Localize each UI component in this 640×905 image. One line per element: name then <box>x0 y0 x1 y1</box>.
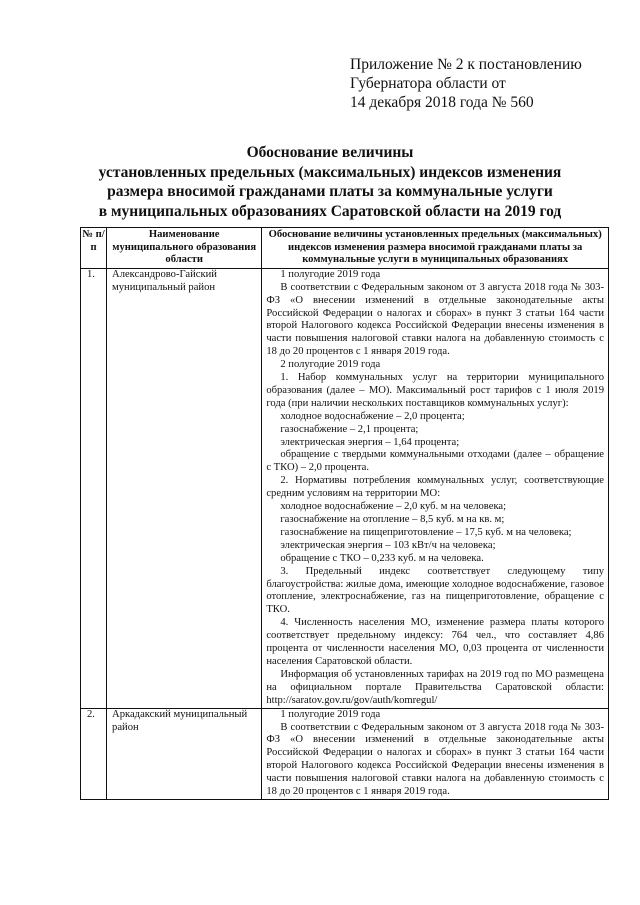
header-basis: Обоснование величины установленных предельных (максимальных) индексов изменения размера вносимой гражданами платы за коммунальные услуги в муниципальных образованиях <box>262 228 609 269</box>
paragraph: обращение с твердыми коммунальными отходами (далее – обращение с ТКО) – 2,0 процента. <box>266 449 604 474</box>
paragraph: 2 полугодие 2019 года <box>280 359 381 371</box>
paragraph: В соответствии с Федеральным законом от 3 августа 2018 года № 303-ФЗ «О внесении изменений в отдельные законодательные акты Российской Федерации о налогах и сборах» в пункт 3 статьи 164 части второй Налогового кодекса Российской Федерации внесены изменения в части повышения налоговой ставки налога на добавленную стоимость с 18 до 20 процентов с 1 января 2019 года. <box>266 281 604 358</box>
indexes-table <box>80 227 609 800</box>
paragraph: 1 полугодие 2019 года <box>280 268 381 280</box>
annex-line: Губернатора области от <box>350 75 506 92</box>
paragraph: 3. Предельный индекс соответствует следующему типу благоустройства: жилые дома, имеющие холодное водоснабжение, газовое отопление, электроснабжение, газ на пищеприготовление, обращение с ТКО. <box>266 565 604 616</box>
paragraph: электрическая энергия – 1,64 процента; <box>280 436 460 448</box>
row-municipality: Аркадакский муниципальный район <box>107 708 262 799</box>
row-basis <box>262 268 609 708</box>
header-num: № п/п <box>81 228 107 269</box>
paragraph: электрическая энергия – 103 кВт/ч на человека; <box>280 539 496 551</box>
annex-header <box>350 55 582 112</box>
title-line: Обоснование величины <box>246 144 414 161</box>
title-line: в муниципальных образованиях Саратовской области на 2019 год <box>98 202 562 220</box>
title-line: размера вносимой гражданами платы за коммунальные услуги <box>107 183 553 200</box>
table-row <box>81 708 609 799</box>
paragraph: Информация об установленных тарифах на 2019 год по МО размещена на официальном портале Правительства Саратовской области: http://saratov.gov.ru/gov/auth/komregul/ <box>266 668 604 706</box>
title-line: установленных предельных (максимальных) индексов изменения <box>98 163 562 181</box>
paragraph: 1. Набор коммунальных услуг на территории муниципального образования (далее – МО). Максимальный рост тарифов с 1 июля 2019 года (при наличии нескольких поставщиков коммунальных услуг): <box>266 372 604 409</box>
paragraph: 4. Численность населения МО, изменение размера платы которого соответствует предельному индексу: 764 чел., что составляет 4,86 процента от численности населения МО, 0,03 процента от численности населения Саратовской области. <box>266 617 604 667</box>
table-row <box>81 268 609 708</box>
row-basis <box>262 708 609 799</box>
row-municipality: Александрово-Гайский муниципальный район <box>107 268 262 708</box>
paragraph: обращение с ТКО – 0,233 куб. м на человека. <box>280 552 484 564</box>
annex-line: Приложение № 2 к постановлению <box>350 56 582 73</box>
table-header-row <box>81 228 609 269</box>
paragraph: 2. Нормативы потребления коммунальных услуг, соответствующие средним условиям на территории МО: <box>266 475 604 500</box>
row-num: 2. <box>81 708 107 799</box>
row-num: 1. <box>81 268 107 708</box>
paragraph: холодное водоснабжение – 2,0 куб. м на человека; <box>280 501 507 513</box>
annex-line: 14 декабря 2018 года № 560 <box>350 94 534 111</box>
paragraph: газоснабжение на пищеприготовление – 17,5 куб. м на человека; <box>280 526 572 538</box>
document-title <box>60 143 600 221</box>
paragraph: газоснабжение на отопление – 8,5 куб. м на кв. м; <box>280 514 505 525</box>
paragraph: 1 полугодие 2019 года <box>280 708 381 720</box>
paragraph: В соответствии с Федеральным законом от 3 августа 2018 года № 303-ФЗ «О внесении изменений в отдельные законодательные акты Российской Федерации о налогах и сборах» в пункт 3 статьи 164 части второй Налогового кодекса Российской Федерации внесены изменения в части повышения налоговой ставки налога на добавленную стоимость с 18 до 20 процентов с 1 января 2019 года. <box>266 721 604 798</box>
paragraph: газоснабжение – 2,1 процента; <box>280 423 419 435</box>
header-name: Наименование муниципального образования области <box>107 228 262 269</box>
paragraph: холодное водоснабжение – 2,0 процента; <box>280 410 465 422</box>
